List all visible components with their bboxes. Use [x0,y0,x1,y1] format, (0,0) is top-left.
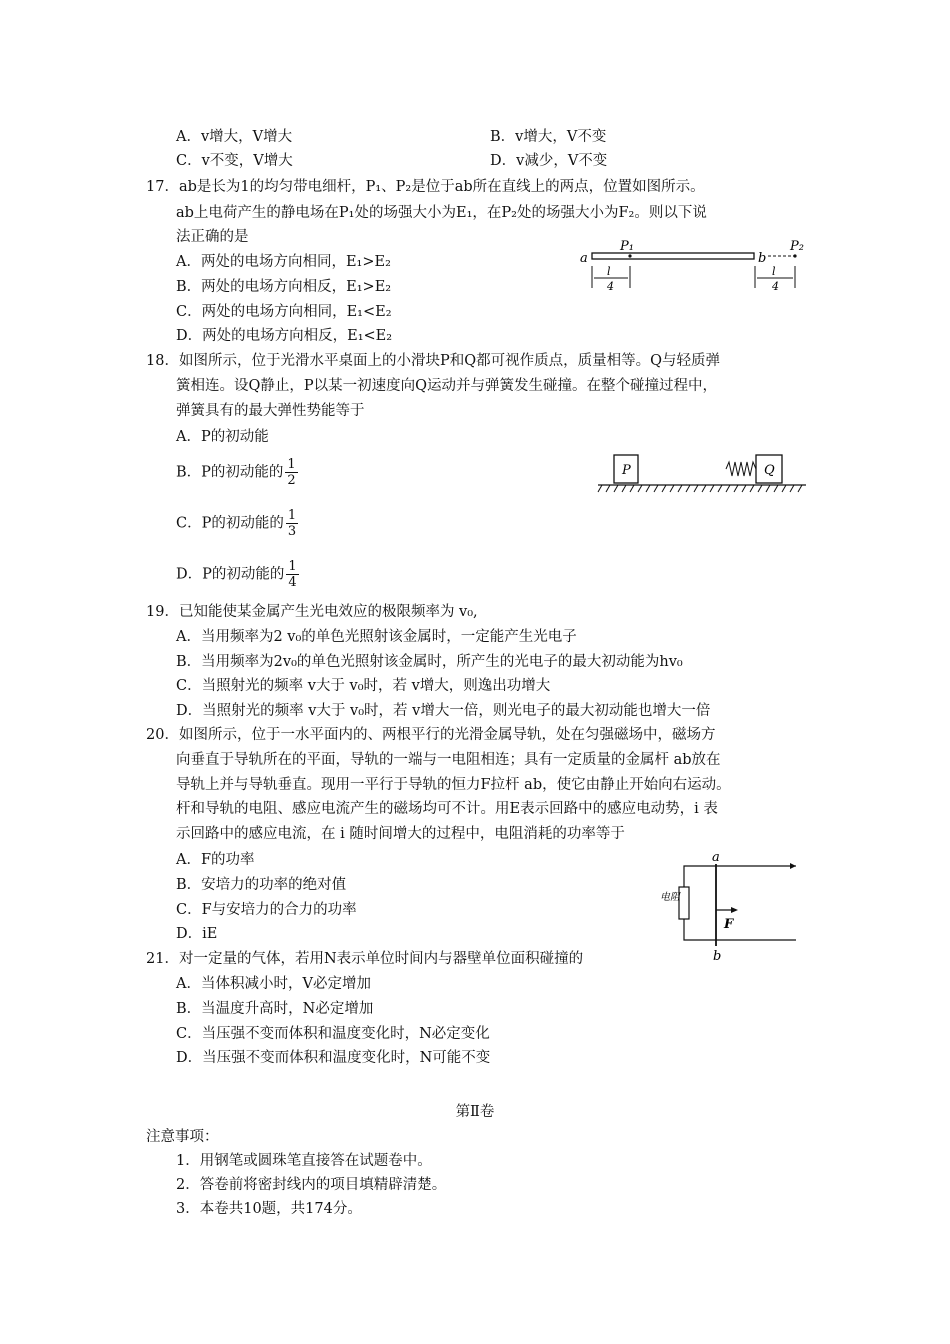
q17-option-b: B．两处的电场方向相反，E₁>E₂ [176,279,392,295]
q18-option-d-text: D．P的初动能的 [176,566,285,583]
q17-option-a: A．两处的电场方向相同，E₁>E₂ [176,254,391,270]
part2-notice-heading: 注意事项： [146,1129,219,1145]
q20-stem-line1: 20．如图所示，位于一水平面内的、两根平行的光滑金属导轨，处在匀强磁场中，磁场方 [146,727,716,743]
q20-stem-line2: 向垂直于导轨所在的平面，导轨的一端与一电阻相连；具有一定质量的金属杆 ab放在 [176,752,721,768]
q18-option-c [176,508,298,539]
q20-label-b: b [713,949,722,964]
q18-stem-line1: 18．如图所示，位于光滑水平桌面上的小滑块P和Q都可视作质点，质量相等。Q与轻质弹 [146,353,720,369]
q21-option-d: D．当压强不变而体积和温度变化时，N可能不变 [176,1050,491,1066]
q17-label-a: a [580,251,588,266]
q16-option-b: B．v增大，V不变 [490,129,607,145]
q17-quarter-den-left: 4 [607,280,614,293]
part2-notice-item-3: 3．本卷共10题，共174分。 [176,1201,362,1217]
q21-option-b: B．当温度升高时，N必定增加 [176,1001,374,1017]
q18-stem-line3: 弹簧具有的最大弹性势能等于 [176,403,365,419]
q17-rod-figure [578,238,813,294]
q18-fraction-third: $\frac{1}{3}$ [287,508,297,539]
q17-quarter-den-right: 4 [772,280,779,293]
q17-stem-line3: 法正确的是 [176,229,249,245]
q20-resistor-label: 电阻 [660,892,680,903]
q17-label-p1: P₁ [620,239,634,254]
q17-label-p2: P₂ [790,239,804,254]
q19-option-a: A．当用频率为2 v₀的单色光照射该金属时，一定能产生光电子 [176,629,577,645]
q18-option-c-text: C．P的初动能的 [176,515,284,532]
q16-option-c: C．v不变，V增大 [176,153,293,169]
q20-rail-figure [654,852,804,964]
q18-slider-figure [598,452,810,497]
q20-option-a: A．F的功率 [176,852,255,868]
q20-stem-line5: 示回路中的感应电流，在 i 随时间增大的过程中，电阻消耗的功率等于 [176,826,625,842]
q17-stem-line1: 17．ab是长为1的均匀带电细杆，P₁、P₂是位于ab所在直线上的两点，位置如图所示。 [146,179,705,195]
q21-stem: 21．对一定量的气体，若用N表示单位时间内与器壁单位面积碰撞的 [146,951,584,967]
q17-option-c: C．两处的电场方向相同，E₁<E₂ [176,304,392,320]
q20-label-a: a [712,850,720,865]
q17-quarter-num-left: l [607,265,611,278]
q19-option-d: D．当照射光的频率 v大于 v₀时，若 v增大一倍，则光电子的最大初动能也增大一倍 [176,703,711,719]
q19-option-c: C．当照射光的频率 v大于 v₀时，若 v增大，则逸出功增大 [176,678,551,694]
q18-label-p: P [622,463,631,478]
q18-option-b-text: B．P的初动能的 [176,464,284,481]
q16-option-a: A．v增大，V增大 [176,129,293,145]
q19-stem: 19．已知能使某金属产生光电效应的极限频率为 v₀, [146,604,478,620]
q19-option-b: B．当用频率为2v₀的单色光照射该金属时，所产生的光电子的最大初动能为hv₀ [176,654,683,670]
q17-label-b: b [758,251,767,266]
q20-option-b: B．安培力的功率的绝对值 [176,877,347,893]
q20-label-f: F [724,917,734,932]
q18-label-q: Q [764,463,775,478]
q18-option-a: A．P的初动能 [176,429,269,445]
q17-stem-line2: ab上电荷产生的静电场在P₁处的场强大小为E₁，在P₂处的场强大小为F₂。则以下说 [176,205,707,221]
q16-option-d: D．v减少，V不变 [490,153,608,169]
part2-notice-item-1: 1．用钢笔或圆珠笔直接答在试题卷中。 [176,1153,432,1169]
q21-option-a: A．当体积减小时，V必定增加 [176,976,371,992]
q20-stem-line4: 杆和导轨的电阻、感应电流产生的磁场均可不计。用E表示回路中的感应电动势，i 表 [176,801,718,817]
q21-option-c: C．当压强不变而体积和温度变化时，N必定变化 [176,1026,490,1042]
part2-title: 第Ⅱ卷 [455,1104,495,1120]
q20-stem-line3: 导轨上并与导轨垂直。现用一平行于导轨的恒力F拉杆 ab，使它由静止开始向右运动。 [176,777,731,793]
q18-option-b [176,457,298,488]
q18-fraction-half: $\frac{1}{2}$ [287,457,296,488]
q18-option-d [176,559,299,590]
q17-quarter-num-right: l [772,265,776,278]
q20-option-d: D．iE [176,926,218,942]
q18-stem-line2: 簧相连。设Q静止，P以某一初速度向Q运动并与弹簧发生碰撞。在整个碰撞过程中， [176,378,718,394]
q17-option-d: D．两处的电场方向相反，E₁<E₂ [176,328,393,344]
q18-fraction-quarter: $\frac{1}{4}$ [288,559,297,590]
part2-notice-item-2: 2．答卷前将密封线内的项目填精辟清楚。 [176,1177,447,1193]
q20-option-c: C．F与安培力的合力的功率 [176,902,357,918]
